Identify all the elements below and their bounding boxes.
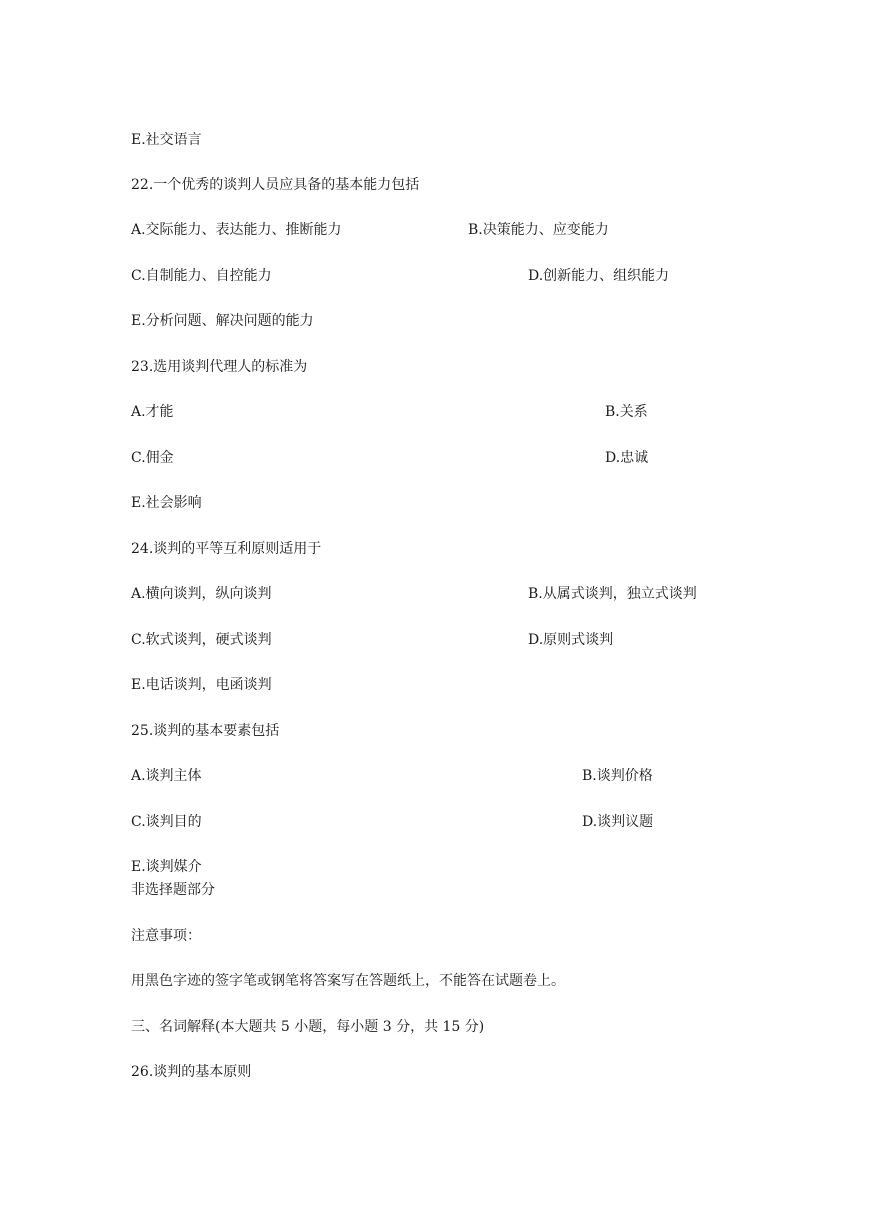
q23-option-b: B.关系	[605, 404, 648, 420]
q25-stem: 25.谈判的基本要素包括	[131, 723, 280, 739]
q25-option-b: B.谈判价格	[582, 768, 653, 784]
q22-option-a: A.交际能力、表达能力、推断能力	[131, 222, 342, 238]
q22-option-d: D.创新能力、组织能力	[528, 268, 670, 284]
q22-option-b: B.决策能力、应变能力	[468, 222, 609, 238]
q21-option-e: E.社交语言	[131, 132, 202, 148]
q23-stem: 23.选用谈判代理人的标准为	[131, 359, 308, 375]
part2-heading: 非选择题部分	[131, 882, 215, 898]
q22-option-c: C.自制能力、自控能力	[131, 268, 272, 284]
q24-option-d: D.原则式谈判	[528, 632, 614, 648]
q24-stem: 24.谈判的平等互利原则适用于	[131, 541, 322, 557]
q24-option-a: A.横向谈判，纵向谈判	[131, 586, 272, 602]
q23-option-c: C.佣金	[131, 450, 174, 466]
section3-heading: 三、名词解释(本大题共 5 小题，每小题 3 分，共 15 分)	[131, 1019, 485, 1035]
notice-title: 注意事项：	[131, 928, 201, 944]
q22-stem: 22.一个优秀的谈判人员应具备的基本能力包括	[131, 177, 420, 193]
q26-stem: 26.谈判的基本原则	[131, 1064, 252, 1080]
q24-option-e: E.电话谈判，电函谈判	[131, 677, 272, 693]
q25-option-d: D.谈判议题	[582, 814, 654, 830]
q23-option-d: D.忠诚	[605, 450, 649, 466]
q24-option-b: B.从属式谈判，独立式谈判	[528, 586, 697, 602]
q23-option-e: E.社会影响	[131, 495, 202, 511]
notice-text: 用黑色字迹的签字笔或钢笔将答案写在答题纸上，不能答在试题卷上。	[131, 973, 565, 989]
q25-option-a: A.谈判主体	[131, 768, 202, 784]
q23-option-a: A.才能	[131, 404, 174, 420]
q24-option-c: C.软式谈判，硬式谈判	[131, 632, 272, 648]
q25-option-c: C.谈判目的	[131, 814, 202, 830]
q25-option-e: E.谈判媒介	[131, 859, 202, 875]
q22-option-e: E.分析问题、解决问题的能力	[131, 313, 314, 329]
